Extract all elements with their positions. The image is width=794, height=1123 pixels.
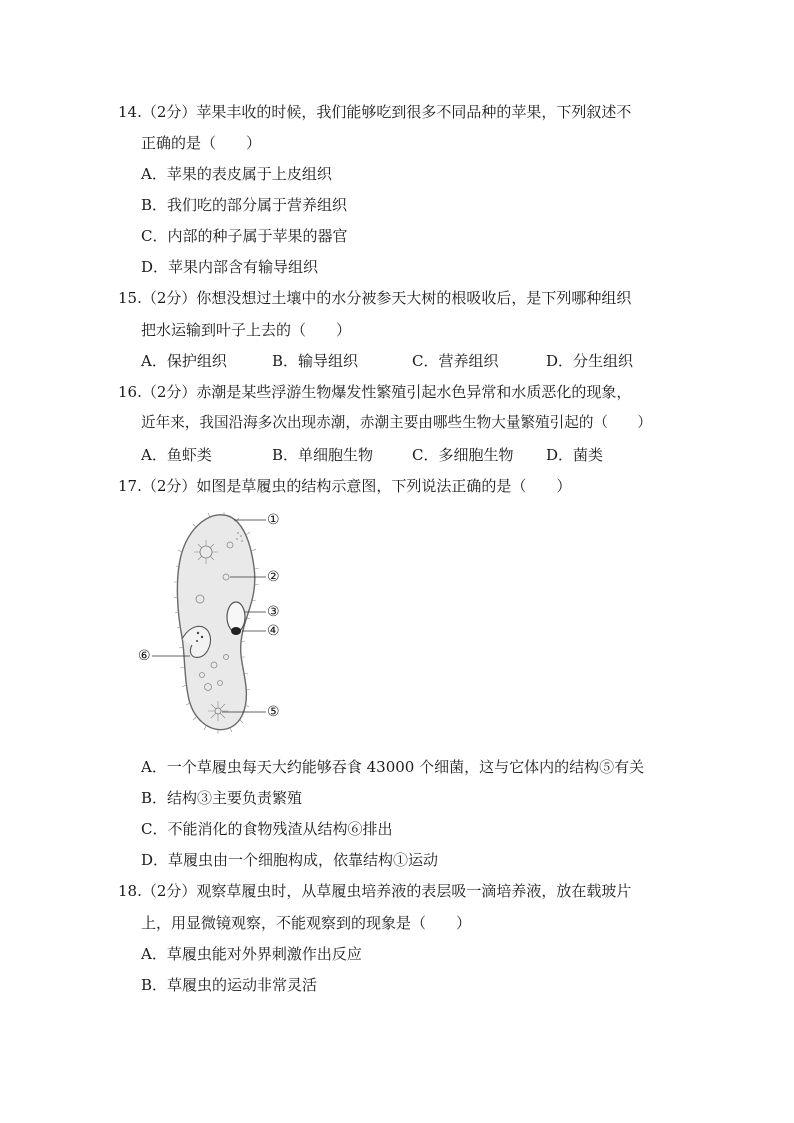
question-14-option-c: C．内部的种子属于苹果的器官 [141,227,348,245]
question-16-option-b: B．单细胞生物 [272,446,374,464]
label-6: ⑥ [138,648,151,664]
question-15-options [141,351,661,371]
question-17-option-d: D．草履虫由一个细胞构成，依靠结构①运动 [141,851,439,869]
question-14-option-d: D．苹果内部含有输导组织 [141,258,319,276]
question-18-stem-line2: 上，用显微镜观察，不能观察到的现象是（ ） [141,914,472,932]
question-14-stem-line1: 14.（2分）苹果丰收的时候，我们能够吃到很多不同品种的苹果，下列叙述不 [118,103,632,121]
question-18-stem-line1: 18.（2分）观察草履虫时，从草履虫培养液的表层吸一滴培养液，放在载玻片 [118,882,632,900]
question-14-option-a: A．苹果的表皮属于上皮组织 [141,165,332,183]
micronucleus [231,627,241,635]
question-15-option-a: A．保护组织 [141,352,227,370]
question-14-option-b: B．我们吃的部分属于营养组织 [141,196,348,214]
question-15-stem-line2: 把水运输到叶子上去的（ ） [141,321,352,339]
label-5: ⑤ [267,704,280,720]
question-16-options [141,445,661,465]
question-15-option-b: B．输导组织 [272,352,359,370]
question-14-stem-line2: 正确的是（ ） [141,134,262,152]
question-18-option-a: A．草履虫能对外界刺激作出反应 [141,945,362,963]
question-16-option-a: A．鱼虾类 [141,446,212,464]
label-3: ③ [267,604,280,620]
question-17-option-b: B．结构③主要负责繁殖 [141,789,303,807]
question-17-option-c: C．不能消化的食物残渣从结构⑥排出 [141,820,393,838]
question-17-stem-line1: 17.（2分）如图是草履虫的结构示意图，下列说法正确的是（ ） [118,477,572,495]
question-15-option-d: D．分生组织 [546,352,634,370]
label-2: ② [267,569,280,585]
question-16-option-c: C．多细胞生物 [412,446,514,464]
question-16-stem-line1: 16.（2分）赤潮是某些浮游生物爆发性繁殖引起水色异常和水质恶化的现象， [118,383,632,401]
question-16-stem-line2: 近年来，我国沿海多次出现赤潮，赤潮主要由哪些生物大量繁殖引起的（ ） [141,414,652,431]
question-17-option-a: A．一个草履虫每天大约能够吞食 43000 个细菌，这与它体内的结构⑤有关 [141,758,645,776]
question-15-stem-line1: 15.（2分）你想没想过土壤中的水分被参天大树的根吸收后，是下列哪种组织 [118,289,632,307]
paramecium-diagram [138,507,298,739]
question-16-option-d: D．菌类 [546,446,604,464]
question-18-option-b: B．草履虫的运动非常灵活 [141,976,318,994]
question-15-option-c: C．营养组织 [412,352,499,370]
label-4: ④ [267,623,280,639]
label-1: ① [267,512,280,528]
